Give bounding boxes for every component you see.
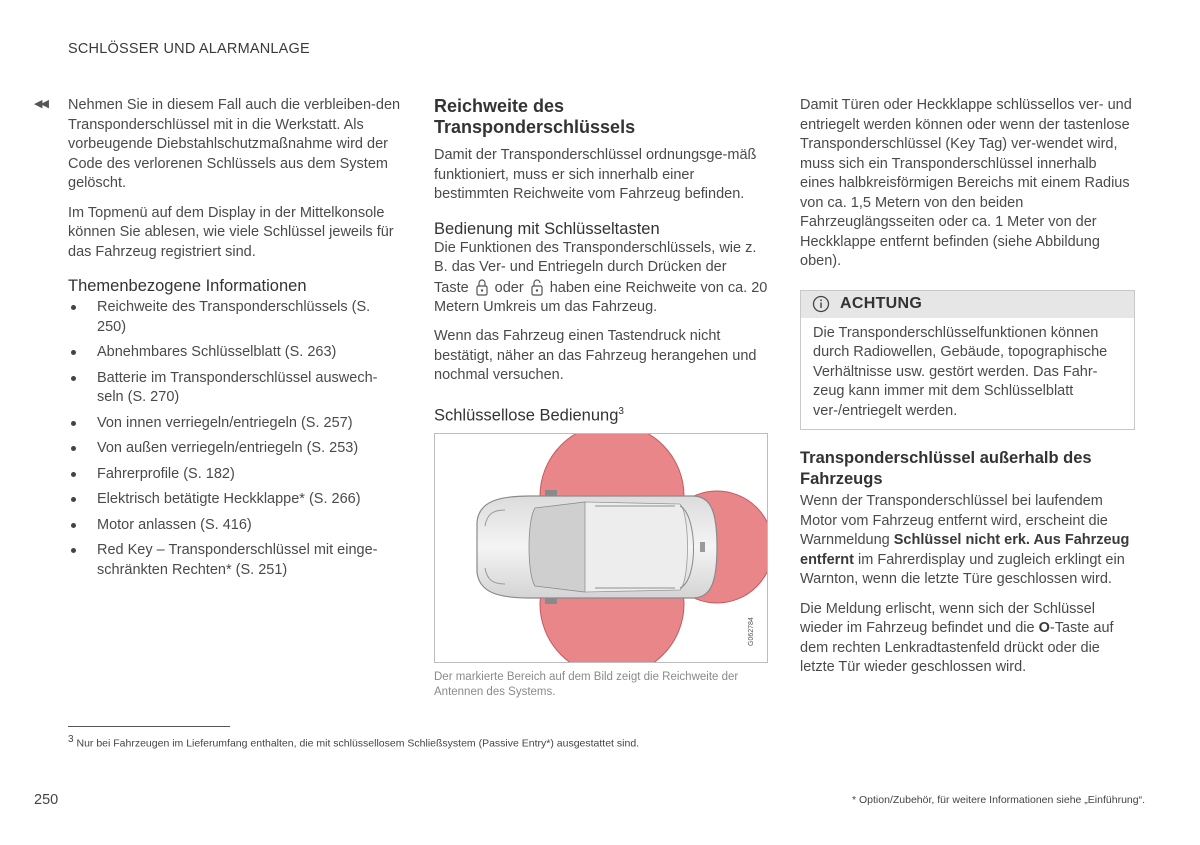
list-item[interactable]: Von außen verriegeln/entriegeln (S. 253) — [68, 439, 403, 459]
running-title: SCHLÖSSER UND ALARMANLAGE — [68, 41, 310, 57]
warning-body — [801, 318, 1134, 430]
related-info-heading: Themenbezogene Informationen — [68, 277, 307, 295]
lock-icon — [475, 278, 489, 298]
message-text: Schlüssel nicht erk. Aus Fahrzeug entfernt — [800, 532, 1130, 568]
warning-text: Die Transponderschlüsselfunktionen können durch Radiowellen, Gebäude, topographische Verhältnisse usw. gestört werden. Das Fahr-zeug kann immer mit dem Schlüsselblatt ver-/entriegelt werden. — [813, 324, 1108, 419]
section-heading: Reichweite des Transponderschlüssels — [434, 96, 636, 137]
subheading-keyless-text: Schlüssellose Bedienung — [434, 406, 619, 425]
list-item[interactable]: Von innen verriegeln/entriegeln (S. 257) — [68, 414, 403, 434]
paragraph-topmenu: Im Topmenü auf dem Display in der Mittelkonsole können Sie ablesen, wie viele Schlüssel jeweils für das Fahrzeug registriert sind. — [68, 204, 394, 260]
page-number: 250 — [34, 792, 59, 808]
paragraph-message-clears — [800, 600, 1135, 678]
warning-label: ACHTUNG — [840, 295, 923, 312]
paragraph-keyless-range: Damit Türen oder Heckklappe schlüssellos ver- und entriegelt werden können oder wenn der tastenlose Transponderschlüssel (Key Tag) ver-wendet wird, muss sich ein Transponderschlüssel innerhalb eines halbkreisförmigen Bereichs mit einem Radius von ca. 1,5 Metern von den beiden Fahrzeuglängsseiten oder ca. 1 Meter von der Heckklappe entfernt befinden (siehe Abbildung oben). — [800, 97, 1132, 269]
related-info-list — [68, 298, 403, 580]
text-fragment: Taste — [434, 279, 469, 296]
warning-header — [801, 291, 1134, 318]
figure-code: G062784 — [748, 617, 755, 647]
keyless-range-figure — [434, 433, 768, 663]
list-item[interactable]: Fahrerprofile (S. 182) — [68, 465, 403, 485]
paragraph-workshop: Nehmen Sie in diesem Fall auch die verbleiben-den Transponderschlüssel mit in die Werkstatt. Als vorbeugende Diebstahlschutzmaßnahme wird der Code des verlorenen Schlüssels aus dem System gelöscht. — [68, 97, 401, 191]
footnote-ref[interactable]: 3 — [618, 405, 624, 417]
list-item[interactable]: Elektrisch betätigte Heckklappe* (S. 266) — [68, 490, 403, 510]
list-item[interactable]: Motor anlassen (S. 416) — [68, 516, 403, 536]
subheading-key-outside: Transponderschlüssel außerhalb des Fahrzeugs — [800, 449, 1092, 488]
text-fragment: Die Meldung erlischt, wenn sich der Schlüssel wieder im Fahrzeug befindet und die — [800, 600, 1095, 636]
unlock-icon — [530, 278, 544, 298]
text-fragment: Die Funktionen des Transponderschlüssels, wie z. B. das Ver- und Entriegeln durch Drücken der — [434, 239, 757, 275]
text-fragment: Wenn der Transponderschlüssel bei laufendem Motor vom Fahrzeug entfernt wird, erscheint die Warnmeldung — [800, 493, 1108, 548]
list-item[interactable]: Reichweite des Transponderschlüssels (S. 250) — [68, 298, 403, 337]
warning-box — [800, 290, 1135, 431]
column-right — [800, 96, 1135, 678]
continuation-icon: ◀◀ — [34, 98, 47, 110]
figure-caption: Der markierte Bereich auf dem Bild zeigt die Reichweite der Antennen des Systems. — [434, 671, 739, 699]
footnote — [68, 734, 639, 750]
paragraph-key-buttons — [434, 239, 769, 318]
option-note: * Option/Zubehör, für weitere Informationen siehe „Einführung“. — [852, 794, 1145, 806]
list-item[interactable]: Batterie im Transponderschlüssel auswech-seln (S. 270) — [68, 369, 403, 408]
info-circle-icon — [812, 295, 830, 313]
list-item[interactable]: Red Key – Transponderschlüssel mit einge-schränkten Rechten* (S. 251) — [68, 541, 403, 580]
column-left — [68, 96, 403, 586]
list-item[interactable]: Abnehmbares Schlüsselblatt (S. 263) — [68, 343, 403, 363]
paragraph-retry: Wenn das Fahrzeug einen Tastendruck nicht bestätigt, näher an das Fahrzeug herangehen und nochmal versuchen. — [434, 328, 757, 384]
footnote-text: Nur bei Fahrzeugen im Lieferumfang enthalten, die mit schlüssellosem Schließsystem (Passive Entry*) ausgestattet sind. — [76, 737, 640, 750]
text-fragment: -Taste auf dem rechten Lenkradtastenfeld drückt oder die letzte Tür wieder geschlossen wird. — [800, 620, 1114, 675]
text-fragment: im Fahrerdisplay und zugleich erklingt ein Warnton, wenn die letzte Türe geschlossen wird. — [800, 551, 1125, 587]
subheading-keyless — [434, 402, 769, 426]
car-range-illustration — [435, 434, 767, 662]
footnote-mark: 3 — [68, 734, 74, 745]
text-fragment: haben eine Reichweite von ca. 20 Metern Umkreis um das Fahrzeug. — [434, 279, 768, 315]
paragraph-key-outside — [800, 492, 1135, 590]
subheading-key-buttons: Bedienung mit Schlüsseltasten — [434, 219, 660, 238]
column-middle — [434, 96, 769, 700]
o-button-label: O — [1038, 620, 1050, 636]
footnote-divider — [68, 726, 230, 727]
text-fragment: oder — [494, 279, 524, 296]
paragraph-intro: Damit der Transponderschlüssel ordnungsge-mäß funktioniert, muss er sich innerhalb einer bestimmten Reichweite vom Fahrzeug befinden. — [434, 147, 757, 202]
